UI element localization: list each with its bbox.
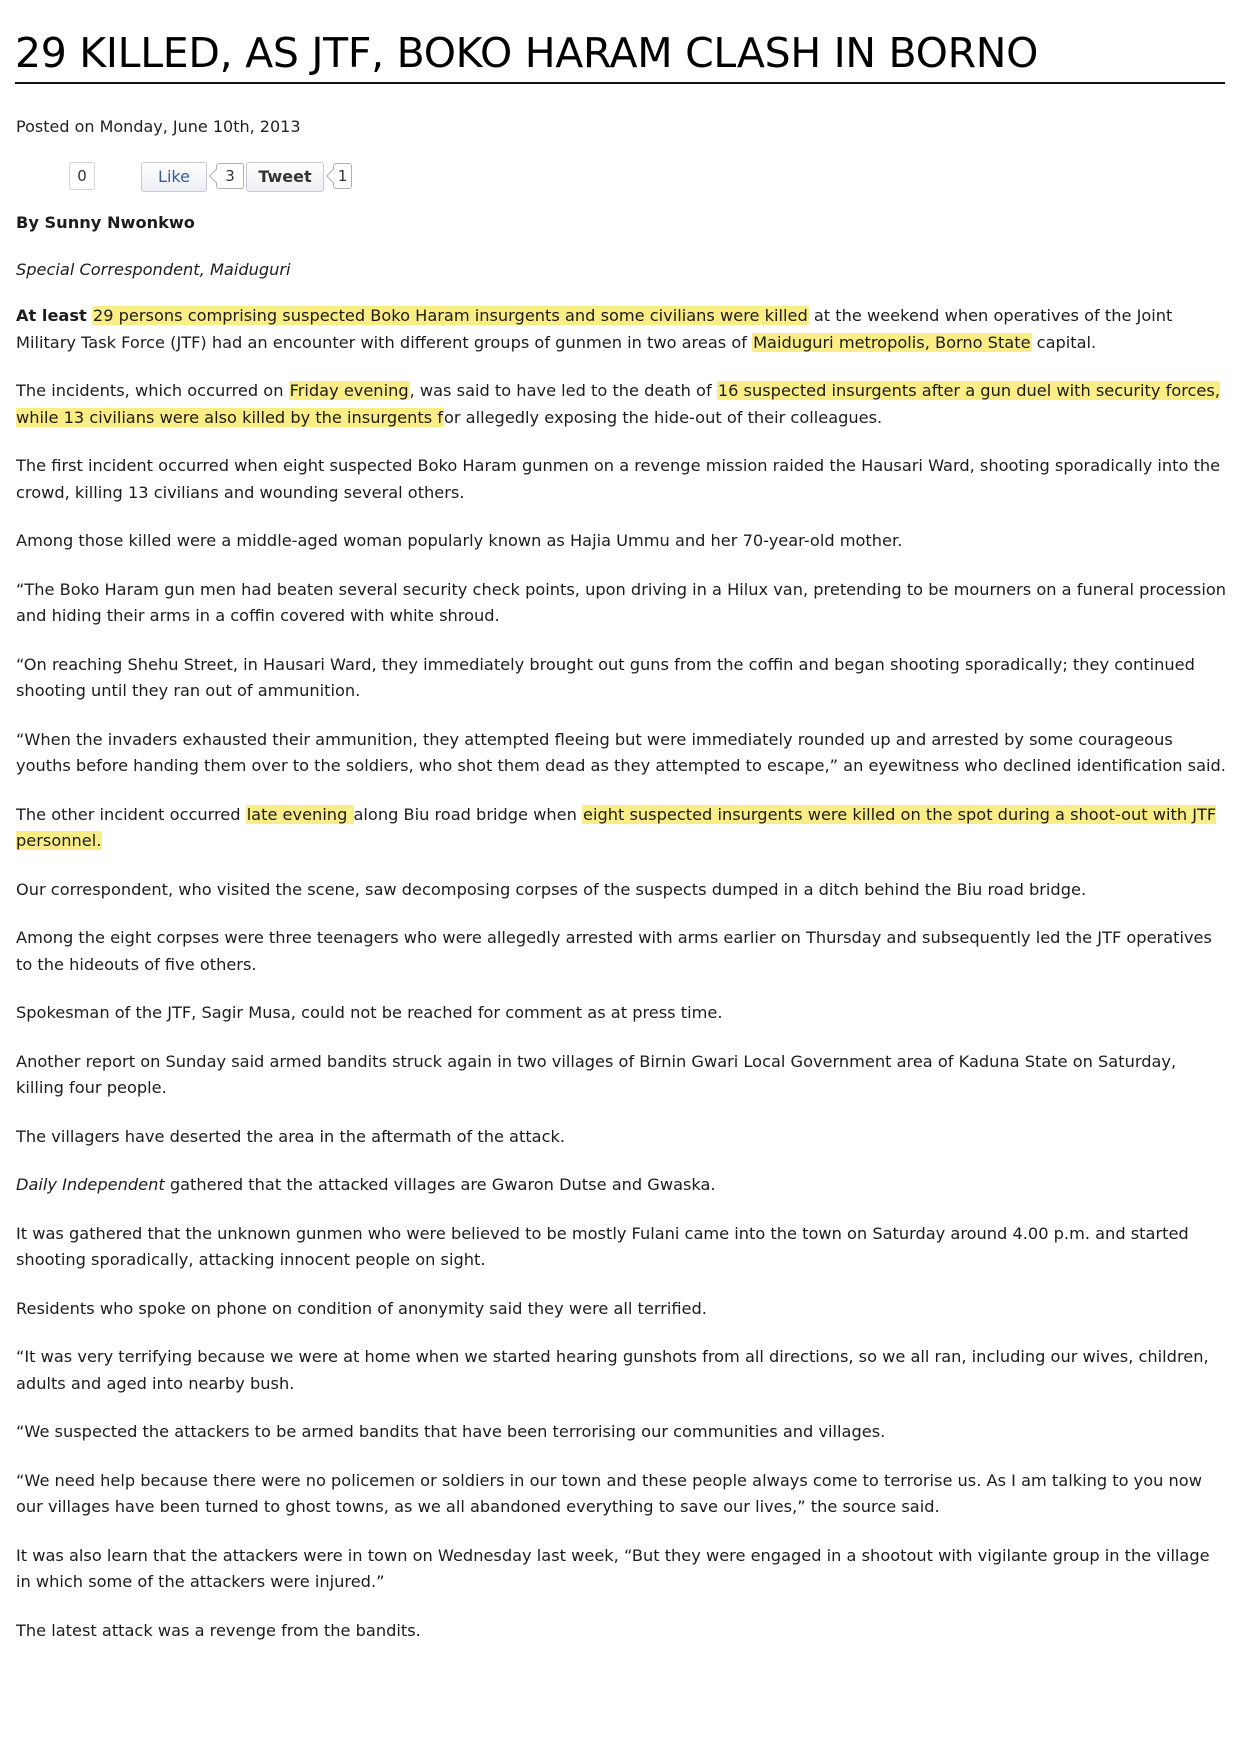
like-count: 3 (216, 163, 244, 189)
highlight: eight suspected insurgents were killed on the spot during a shoot-out with JTF personnel. (16, 804, 1217, 850)
byline: By Sunny Nwonkwo (16, 213, 195, 232)
text-run: capital. (1031, 332, 1097, 352)
paragraph-21: The latest attack was a revenge from the bandits. (16, 1620, 421, 1640)
text-run: along Biu road bridge when (353, 804, 582, 824)
paragraph-2 (16, 378, 1226, 431)
paragraph-3: The first incident occurred when eight suspected Boko Haram gunmen on a revenge mission raided the Hausari Ward, shooting sporadically into the crowd, killing 13 civilians and wounding several others. (16, 456, 1221, 502)
posted-date: Posted on Monday, June 10th, 2013 (16, 117, 301, 136)
highlight: Maiduguri metropolis, Borno State (753, 332, 1031, 352)
highlight: 29 persons comprising suspected Boko Haram insurgents and some civilians were killed (92, 306, 808, 325)
paragraph-19: “We need help because there were no policemen or soldiers in our town and these people always come to terrorise us. As I am talking to you now our villages have been turned to ghost towns, as we all abandoned everything to save our lives,” the source said. (16, 1470, 1202, 1516)
paragraph-10: Among the eight corpses were three teenagers who were allegedly arrested with arms earlier on Thursday and subsequently led the JTF operatives to the hideouts of five others. (16, 928, 1212, 974)
paragraph-6: “On reaching Shehu Street, in Hausari Ward, they immediately brought out guns from the coffin and began shooting sporadically; they continued shooting until they ran out of ammunition. (16, 654, 1195, 700)
text-run: , was said to have led to the death of (409, 381, 717, 400)
tweet-count: 1 (333, 163, 352, 189)
correspondent-line: Special Correspondent, Maiduguri (16, 259, 291, 279)
paragraph-13: The villagers have deserted the area in the aftermath of the attack. (16, 1126, 566, 1146)
text-run: or allegedly exposing the hide-out of their colleagues. (443, 407, 883, 427)
paragraph-5: “The Boko Haram gun men had beaten several security check points, upon driving in a Hilux van, pretending to be mourners on a funeral procession and hiding their arms in a coffin covered with white shroud. (16, 579, 1226, 625)
paragraph-16: Residents who spoke on phone on condition of anonymity said they were all terrified. (16, 1298, 707, 1318)
text-run: gathered that the attacked villages are Gwaron Dutse and Gwaska. (164, 1175, 716, 1194)
paragraph-9: Our correspondent, who visited the scene, saw decomposing corpses of the suspects dumped in a ditch behind the Biu road bridge. (16, 879, 1087, 899)
highlight: Friday evening (289, 381, 409, 400)
share-count: 0 (69, 162, 95, 190)
paragraph-4: Among those killed were a middle-aged woman popularly known as Hajia Ummu and her 70-year-old mother. (16, 531, 903, 550)
paragraph-11: Spokesman of the JTF, Sagir Musa, could not be reached for comment as at press time. (16, 1003, 723, 1022)
article-body (16, 210, 1226, 1666)
paragraph-17: “It was very terrifying because we were at home when we started hearing gunshots from all directions, so we all ran, including our wives, children, adults and aged into nearby bush. (16, 1347, 1209, 1393)
text-run: The other incident occurred (16, 804, 246, 824)
tweet-button[interactable]: Tweet (246, 162, 324, 192)
publication-name: Daily Independent (16, 1175, 165, 1194)
text-run: The incidents, which occurred on (16, 381, 289, 400)
paragraph-1 (16, 303, 1226, 356)
paragraph-7: “When the invaders exhausted their ammunition, they attempted fleeing but were immediately rounded up and arrested by some courageous youths before handing them over to the soldiers, who shot them dead as they attempted to escape,” an eyewitness who declined identification said. (16, 729, 1226, 775)
highlight: late evening (246, 804, 353, 824)
article-title: 29 KILLED, AS JTF, BOKO HARAM CLASH IN BORNO (15, 28, 1225, 84)
paragraph-15: It was gathered that the unknown gunmen who were believed to be mostly Fulani came into the town on Saturday around 4.00 p.m. and started shooting sporadically, attacking innocent people on sight. (16, 1223, 1189, 1269)
paragraph-12: Another report on Sunday said armed bandits struck again in two villages of Birnin Gwari Local Government area of Kaduna State on Saturday, killing four people. (16, 1051, 1177, 1097)
text-run: at the weekend when operatives of the Joint Military Task Force (JTF) had an encounter with different groups of gunmen in two areas of (16, 306, 1173, 352)
paragraph-18: “We suspected the attackers to be armed bandits that have been terrorising our communities and villages. (16, 1422, 886, 1441)
paragraph-20: It was also learn that the attackers were in town on Wednesday last week, “But they were engaged in a shootout with vigilante group in the village in which some of the attackers were injured.” (16, 1545, 1210, 1591)
social-share-bar (0, 162, 420, 190)
highlight: 16 suspected insurgents after a gun duel with security forces, while 13 civilians were also killed by the insurgents f (16, 381, 1220, 427)
like-button[interactable]: Like (141, 162, 207, 192)
paragraph-8 (16, 802, 1226, 855)
paragraph-14 (16, 1172, 1226, 1199)
lead-text: At least (16, 306, 87, 325)
